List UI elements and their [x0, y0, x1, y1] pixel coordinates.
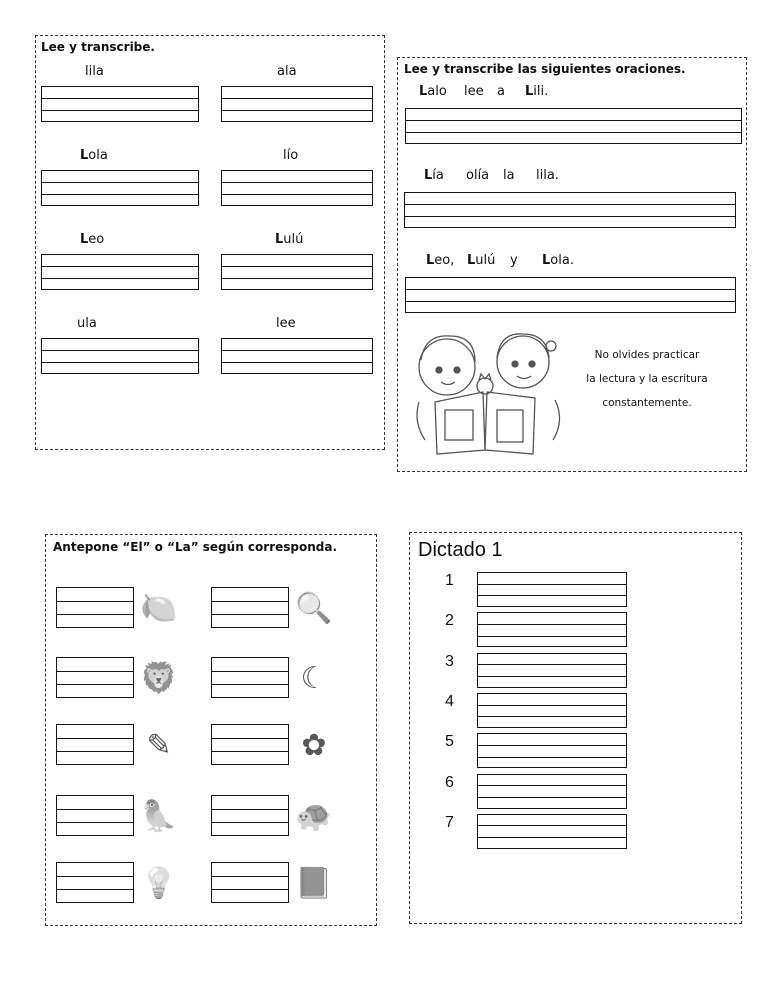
article-lines[interactable] [211, 587, 289, 628]
dictation-lines[interactable] [477, 774, 627, 809]
writing-line [478, 746, 626, 758]
writing-line [222, 111, 372, 123]
lamp-icon: 💡 [140, 866, 178, 901]
writing-line [57, 588, 133, 602]
writing-line [212, 685, 288, 699]
writing-line [478, 613, 626, 625]
word-rest: lila [85, 64, 104, 79]
writing-line [42, 279, 198, 291]
box3-title: Antepone “El” o “La” según corresponda. [53, 540, 338, 554]
writing-line [478, 717, 626, 729]
writing-line [478, 734, 626, 746]
writing-line [57, 752, 133, 766]
writing-line [478, 706, 626, 718]
writing-line [57, 810, 133, 824]
sentence-word [503, 168, 515, 183]
writing-line [222, 87, 372, 99]
word-rest: ala [277, 64, 297, 79]
initial-letter: L [467, 253, 476, 268]
moon-icon: ☾ [300, 661, 328, 696]
transcribe-lines[interactable] [41, 254, 199, 290]
article-lines[interactable] [211, 724, 289, 765]
article-lines[interactable] [56, 587, 134, 628]
writing-line [478, 826, 626, 838]
writing-line [212, 658, 288, 672]
dictation-number: 1 [445, 572, 454, 589]
writing-line [405, 193, 735, 205]
writing-line [478, 694, 626, 706]
magnifier-icon: 🔍 [295, 591, 333, 626]
writing-line [478, 596, 626, 608]
word-lola [80, 148, 108, 163]
writing-line [406, 278, 735, 290]
reminder-note-line: constantemente. [602, 397, 692, 409]
writing-line [57, 658, 133, 672]
writing-line [212, 752, 288, 766]
writing-line [406, 109, 741, 121]
writing-line [222, 279, 372, 291]
reminder-note-line: No olvides practicar [594, 349, 700, 361]
word-rest: alo [427, 84, 447, 99]
writing-line [57, 685, 133, 699]
word-rest: lee [464, 84, 484, 99]
writing-line [406, 133, 741, 145]
word-lila [85, 64, 104, 79]
writing-line [42, 267, 198, 279]
writing-line [478, 677, 626, 689]
writing-line [478, 665, 626, 677]
sentence-lines[interactable] [405, 277, 736, 313]
writing-line [57, 877, 133, 891]
article-lines[interactable] [56, 724, 134, 765]
box1-title: Lee y transcribe. [41, 40, 155, 54]
word-rest: ola. [550, 253, 574, 268]
writing-line [222, 183, 372, 195]
writing-line [406, 290, 735, 302]
writing-line [478, 654, 626, 666]
initial-letter: L [80, 232, 89, 247]
article-lines[interactable] [56, 795, 134, 836]
writing-line [222, 339, 372, 351]
writing-line [212, 877, 288, 891]
writing-line [212, 725, 288, 739]
writing-line [478, 798, 626, 810]
writing-line [222, 267, 372, 279]
word-rest: eo, [434, 253, 455, 268]
writing-line [57, 796, 133, 810]
dictation-lines[interactable] [477, 612, 627, 647]
transcribe-lines[interactable] [41, 170, 199, 206]
writing-line [405, 217, 735, 229]
word-rest: ulú [283, 232, 304, 247]
transcribe-lines[interactable] [221, 254, 373, 290]
word-lío [283, 148, 298, 163]
writing-line [478, 573, 626, 585]
initial-letter: L [419, 84, 428, 99]
writing-line [57, 739, 133, 753]
dictation-number: 6 [445, 773, 454, 791]
writing-line [405, 205, 735, 217]
writing-line [42, 255, 198, 267]
word-rest: ola [88, 148, 108, 163]
dictation-number: 5 [445, 733, 454, 751]
word-rest: y [510, 253, 518, 268]
dictation-number: 4 [445, 692, 454, 710]
dictation-lines[interactable] [477, 653, 627, 688]
transcribe-lines[interactable] [221, 338, 373, 374]
writing-line [57, 672, 133, 686]
lemon-icon: 🍋 [140, 591, 178, 626]
transcribe-lines[interactable] [41, 338, 199, 374]
transcribe-lines[interactable] [221, 170, 373, 206]
sentence-word [510, 253, 518, 268]
sentence-word [426, 253, 454, 268]
word-rest: ulú [475, 253, 496, 268]
word-rest: lío [283, 148, 299, 163]
writing-line [406, 121, 741, 133]
word-rest: a [497, 84, 505, 99]
parrot-icon: 🦜 [140, 799, 178, 834]
sentence-lines[interactable] [405, 108, 742, 144]
writing-line [478, 637, 626, 649]
writing-line [212, 672, 288, 686]
word-rest: ía [432, 168, 444, 183]
sentence-word [419, 84, 447, 99]
word-ala [277, 64, 297, 79]
initial-letter: L [426, 253, 435, 268]
sentence-lines[interactable] [404, 192, 736, 228]
initial-letter: L [525, 84, 534, 99]
rose-icon: ✿ [301, 728, 327, 763]
article-lines[interactable] [211, 795, 289, 836]
writing-line [212, 588, 288, 602]
book-icon: 📕 [295, 866, 333, 901]
writing-line [212, 615, 288, 629]
initial-letter: L [424, 168, 433, 183]
sentence-word [464, 84, 484, 99]
word-rest: ula [77, 316, 97, 331]
writing-line [222, 255, 372, 267]
writing-line [212, 823, 288, 837]
writing-line [212, 602, 288, 616]
writing-line [222, 351, 372, 363]
sentence-word [525, 84, 548, 99]
writing-line [42, 183, 198, 195]
box4-title: Dictado 1 [418, 539, 503, 561]
dictation-lines[interactable] [477, 693, 627, 728]
article-lines[interactable] [211, 657, 289, 698]
writing-line [222, 195, 372, 207]
dictation-lines[interactable] [477, 814, 627, 849]
word-rest: lila. [536, 168, 559, 183]
article-lines[interactable] [56, 862, 134, 903]
writing-line [478, 625, 626, 637]
word-rest: olía [466, 168, 490, 183]
dictation-lines[interactable] [477, 733, 627, 768]
writing-line [212, 890, 288, 904]
writing-line [478, 585, 626, 597]
article-lines[interactable] [211, 862, 289, 903]
dictation-number: 2 [445, 612, 454, 630]
writing-line [212, 796, 288, 810]
writing-line [57, 602, 133, 616]
writing-line [478, 786, 626, 798]
writing-line [42, 339, 198, 351]
writing-line [57, 890, 133, 904]
word-rest: eo [88, 232, 105, 247]
writing-line [222, 99, 372, 111]
writing-line [212, 810, 288, 824]
word-leo [80, 232, 104, 247]
writing-line [478, 815, 626, 827]
word-lulú [275, 232, 303, 247]
initial-letter: L [275, 232, 284, 247]
writing-line [406, 302, 735, 314]
writing-line [478, 838, 626, 850]
writing-line [42, 351, 198, 363]
writing-line [212, 739, 288, 753]
sentence-word [497, 84, 505, 99]
box2-title: Lee y transcribe las siguientes oraciones. [404, 62, 686, 76]
dictation-number: 3 [445, 652, 454, 670]
reminder-note-line: la lectura y la escritura [586, 373, 708, 385]
writing-line [42, 363, 198, 375]
writing-line [222, 171, 372, 183]
writing-line [57, 863, 133, 877]
writing-line [42, 87, 198, 99]
writing-line [57, 823, 133, 837]
sentence-word [536, 168, 559, 183]
writing-line [42, 99, 198, 111]
transcribe-lines[interactable] [221, 86, 373, 122]
writing-line [478, 758, 626, 770]
word-lee [276, 316, 296, 331]
article-lines[interactable] [56, 657, 134, 698]
writing-line [42, 111, 198, 123]
word-rest: la [503, 168, 515, 183]
writing-line [57, 615, 133, 629]
word-rest: ili. [533, 84, 549, 99]
dictation-lines[interactable] [477, 572, 627, 607]
turtle-icon: 🐢 [295, 799, 333, 834]
writing-line [222, 363, 372, 375]
initial-letter: L [80, 148, 89, 163]
dictation-number: 7 [445, 813, 454, 831]
word-rest: lee [276, 316, 296, 331]
word-ula [77, 316, 97, 331]
initial-letter: L [542, 253, 551, 268]
sentence-word [424, 168, 444, 183]
writing-line [478, 775, 626, 787]
sentence-word [542, 253, 574, 268]
writing-line [42, 195, 198, 207]
writing-line [42, 171, 198, 183]
sentence-word [467, 253, 495, 268]
transcribe-lines[interactable] [41, 86, 199, 122]
writing-line [212, 863, 288, 877]
lion-icon: 🦁 [140, 661, 178, 696]
children-reading-illustration [405, 322, 575, 462]
pencil-icon: ✎ [146, 728, 172, 763]
writing-line [57, 725, 133, 739]
sentence-word [466, 168, 489, 183]
